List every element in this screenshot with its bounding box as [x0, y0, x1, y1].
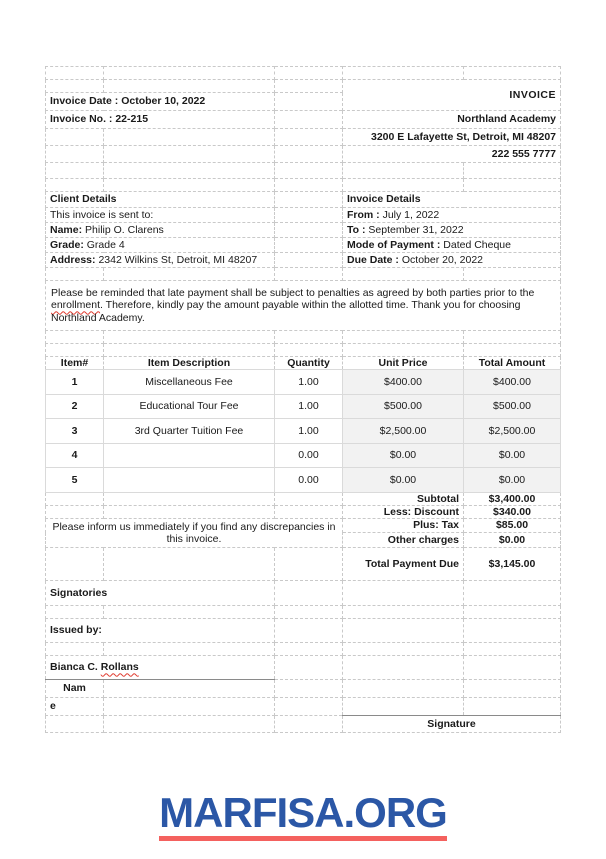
cell — [464, 163, 561, 179]
table-row — [46, 370, 561, 395]
cell — [104, 605, 275, 618]
cell — [464, 331, 561, 344]
invoice-details-heading: Invoice Details — [343, 192, 561, 208]
item-quantity: 0.00 — [275, 468, 343, 493]
cell — [104, 268, 275, 281]
watermark-bar — [159, 836, 447, 841]
spacer-row — [46, 67, 561, 80]
table-row — [46, 394, 561, 419]
client-row — [46, 208, 561, 223]
cell — [343, 268, 464, 281]
organization-phone: 222 555 7777 — [343, 146, 561, 163]
item-total: $400.00 — [464, 370, 561, 395]
item-description: Educational Tour Fee — [104, 394, 275, 419]
signature-line — [464, 697, 561, 715]
cell — [104, 163, 275, 179]
mode-value: Dated Cheque — [443, 238, 511, 251]
column-header-item-number: Item# — [46, 357, 104, 370]
cell — [104, 129, 275, 146]
cell — [275, 331, 343, 344]
item-number: 4 — [46, 443, 104, 468]
cell — [275, 618, 343, 642]
cell — [104, 146, 275, 163]
issued-by-row — [46, 618, 561, 642]
grand-total-label: Total Payment Due — [343, 547, 464, 580]
discrepancy-note: Please inform us immediately if you find any discrepancies in this invoice. — [46, 518, 343, 547]
total-value: $340.00 — [464, 505, 561, 518]
item-unit-price: $400.00 — [343, 370, 464, 395]
item-total: $0.00 — [464, 443, 561, 468]
organization-name: Northland Academy — [343, 111, 561, 129]
to-label: To : — [347, 223, 366, 236]
cell — [46, 268, 104, 281]
watermark-text-wrapper — [159, 789, 447, 841]
cell — [104, 492, 275, 505]
cell — [46, 146, 104, 163]
total-value: $3,400.00 — [464, 492, 561, 505]
name-label: Name: — [50, 223, 83, 236]
to-value: September 31, 2022 — [368, 223, 464, 236]
watermark — [0, 789, 606, 841]
cell — [104, 80, 275, 93]
cell — [275, 697, 343, 715]
name-label-part-1: Nam — [46, 679, 104, 697]
cell — [46, 605, 104, 618]
reminder-note — [46, 281, 561, 331]
cell — [46, 163, 104, 179]
name-value: Philip O. Clarens — [85, 223, 164, 236]
item-number: 5 — [46, 468, 104, 493]
cell — [104, 697, 275, 715]
name-label-row — [46, 679, 561, 697]
signatories-row — [46, 580, 561, 605]
invoice-number: Invoice No. : 22-215 — [46, 111, 275, 129]
due-value: October 20, 2022 — [401, 253, 483, 266]
item-quantity: 1.00 — [275, 394, 343, 419]
name-label-part-2: e — [46, 697, 104, 715]
totals-row — [46, 518, 561, 533]
cell — [275, 655, 343, 679]
item-description: 3rd Quarter Tuition Fee — [104, 419, 275, 444]
item-total: $0.00 — [464, 468, 561, 493]
item-quantity: 1.00 — [275, 419, 343, 444]
cell — [343, 331, 464, 344]
cell — [104, 331, 275, 344]
total-value: $85.00 — [464, 518, 561, 533]
cell — [343, 605, 464, 618]
invoice-spreadsheet — [45, 66, 561, 733]
invoice-date: Invoice Date : October 10, 2022 — [46, 93, 275, 111]
cell — [343, 163, 464, 179]
cell — [343, 580, 464, 605]
cell — [275, 580, 343, 605]
signer-first-name: Bianca C. — [50, 661, 101, 674]
cell — [275, 642, 343, 655]
cell — [343, 618, 464, 642]
signer-last-name: Rollans — [100, 661, 139, 674]
cell — [275, 505, 343, 518]
item-total: $500.00 — [464, 394, 561, 419]
cell — [275, 238, 343, 253]
table-row — [46, 443, 561, 468]
totals-row — [46, 505, 561, 518]
cell — [275, 679, 343, 697]
item-number: 3 — [46, 419, 104, 444]
reminder-row — [46, 281, 561, 331]
cell — [464, 605, 561, 618]
total-label: Subtotal — [343, 492, 464, 505]
cell — [275, 208, 343, 223]
client-address — [46, 253, 275, 268]
spacer-row — [46, 179, 561, 192]
cell — [275, 547, 343, 580]
cell — [275, 146, 343, 163]
item-unit-price: $500.00 — [343, 394, 464, 419]
cell — [464, 268, 561, 281]
item-description: Miscellaneous Fee — [104, 370, 275, 395]
signer-row — [46, 655, 561, 679]
cell — [46, 547, 104, 580]
cell — [343, 67, 464, 80]
cell — [46, 179, 104, 192]
cell — [343, 642, 464, 655]
cell — [46, 642, 104, 655]
items-table-header — [46, 357, 561, 370]
page-title: INVOICE — [343, 80, 561, 111]
cell — [275, 179, 343, 192]
cell — [46, 80, 104, 93]
name-label-row-2 — [46, 697, 561, 715]
reminder-misspelled-word: enrollment — [51, 299, 101, 312]
cell — [46, 67, 104, 80]
spacer-row — [46, 605, 561, 618]
address-value: 2342 Wilkins St, Detroit, MI 48207 — [98, 253, 258, 266]
item-description — [104, 443, 275, 468]
cell — [46, 129, 104, 146]
cell — [464, 618, 561, 642]
invoice-no-row — [46, 111, 561, 129]
item-description — [104, 468, 275, 493]
cell — [464, 679, 561, 697]
signature-label-row — [46, 715, 561, 732]
cell — [343, 655, 464, 679]
due-date — [343, 253, 561, 268]
cell — [275, 605, 343, 618]
cell — [275, 163, 343, 179]
client-grade — [46, 238, 275, 253]
cell — [46, 331, 104, 344]
cell — [275, 93, 343, 111]
cell — [275, 111, 343, 129]
cell — [275, 253, 343, 268]
cell — [275, 80, 343, 93]
cell — [275, 67, 343, 80]
cell — [46, 344, 104, 357]
cell — [464, 67, 561, 80]
total-value: $0.00 — [464, 533, 561, 548]
signatories-heading: Signatories — [46, 580, 275, 605]
cell — [275, 268, 343, 281]
cell — [343, 179, 464, 192]
client-row — [46, 223, 561, 238]
organization-address: 3200 E Lafayette St, Detroit, MI 48207 — [343, 129, 561, 146]
org-address-row — [46, 129, 561, 146]
cell — [464, 642, 561, 655]
grand-total-row — [46, 547, 561, 580]
cell — [275, 192, 343, 208]
from-label: From : — [347, 208, 380, 221]
reminder-part1: Please be reminded that late payment shall be subject to penalties as agreed by both parties prior to the — [51, 287, 535, 300]
table-row — [46, 419, 561, 444]
cell — [464, 179, 561, 192]
cell — [343, 679, 464, 697]
cell — [275, 715, 343, 732]
cell — [104, 505, 275, 518]
signature-line — [343, 697, 464, 715]
table-row — [46, 468, 561, 493]
cell — [275, 223, 343, 238]
column-header-total-amount: Total Amount — [464, 357, 561, 370]
cell — [464, 344, 561, 357]
column-header-description: Item Description — [104, 357, 275, 370]
column-header-quantity: Quantity — [275, 357, 343, 370]
cell — [104, 642, 275, 655]
cell — [46, 715, 104, 732]
client-row — [46, 238, 561, 253]
item-unit-price: $0.00 — [343, 443, 464, 468]
item-quantity: 0.00 — [275, 443, 343, 468]
total-label: Less: Discount — [343, 505, 464, 518]
totals-row — [46, 492, 561, 505]
signature-label: Signature — [343, 715, 561, 732]
signer-name — [46, 655, 275, 679]
total-label: Plus: Tax — [343, 518, 464, 533]
cell — [275, 129, 343, 146]
client-row — [46, 253, 561, 268]
cell — [275, 492, 343, 505]
client-details-heading: Client Details — [46, 192, 275, 208]
item-number: 2 — [46, 394, 104, 419]
item-quantity: 1.00 — [275, 370, 343, 395]
cell — [104, 547, 275, 580]
invoice-from — [343, 208, 561, 223]
spacer-row — [46, 163, 561, 179]
spacer-row — [46, 344, 561, 357]
address-label: Address: — [50, 253, 96, 266]
cell — [46, 505, 104, 518]
payment-mode — [343, 238, 561, 253]
client-name — [46, 223, 275, 238]
cell — [104, 679, 275, 697]
watermark-text: MARFISA.ORG — [159, 789, 447, 836]
grade-value: Grade 4 — [86, 238, 125, 251]
cell — [104, 179, 275, 192]
title-row — [46, 80, 561, 93]
due-label: Due Date : — [347, 253, 399, 266]
section-heading-row — [46, 192, 561, 208]
spacer-row — [46, 331, 561, 344]
grade-label: Grade: — [50, 238, 84, 251]
cell — [46, 492, 104, 505]
mode-label: Mode of Payment : — [347, 238, 441, 251]
item-number: 1 — [46, 370, 104, 395]
item-unit-price: $0.00 — [343, 468, 464, 493]
total-label: Other charges — [343, 533, 464, 548]
cell — [464, 580, 561, 605]
reminder-part2: . Therefore, kindly pay the amount payable within the allotted time. Thank you for choosing Northland Academy. — [51, 299, 521, 324]
issued-by-label: Issued by: — [46, 618, 275, 642]
spacer-row — [46, 268, 561, 281]
item-total: $2,500.00 — [464, 419, 561, 444]
item-unit-price: $2,500.00 — [343, 419, 464, 444]
cell — [104, 715, 275, 732]
cell — [343, 344, 464, 357]
sent-to-text: This invoice is sent to: — [46, 208, 275, 223]
cell — [275, 344, 343, 357]
cell — [464, 655, 561, 679]
spacer-row — [46, 642, 561, 655]
cell — [104, 344, 275, 357]
cell — [104, 67, 275, 80]
column-header-unit-price: Unit Price — [343, 357, 464, 370]
invoice-to — [343, 223, 561, 238]
from-value: July 1, 2022 — [382, 208, 440, 221]
org-phone-row — [46, 146, 561, 163]
grand-total-value: $3,145.00 — [464, 547, 561, 580]
